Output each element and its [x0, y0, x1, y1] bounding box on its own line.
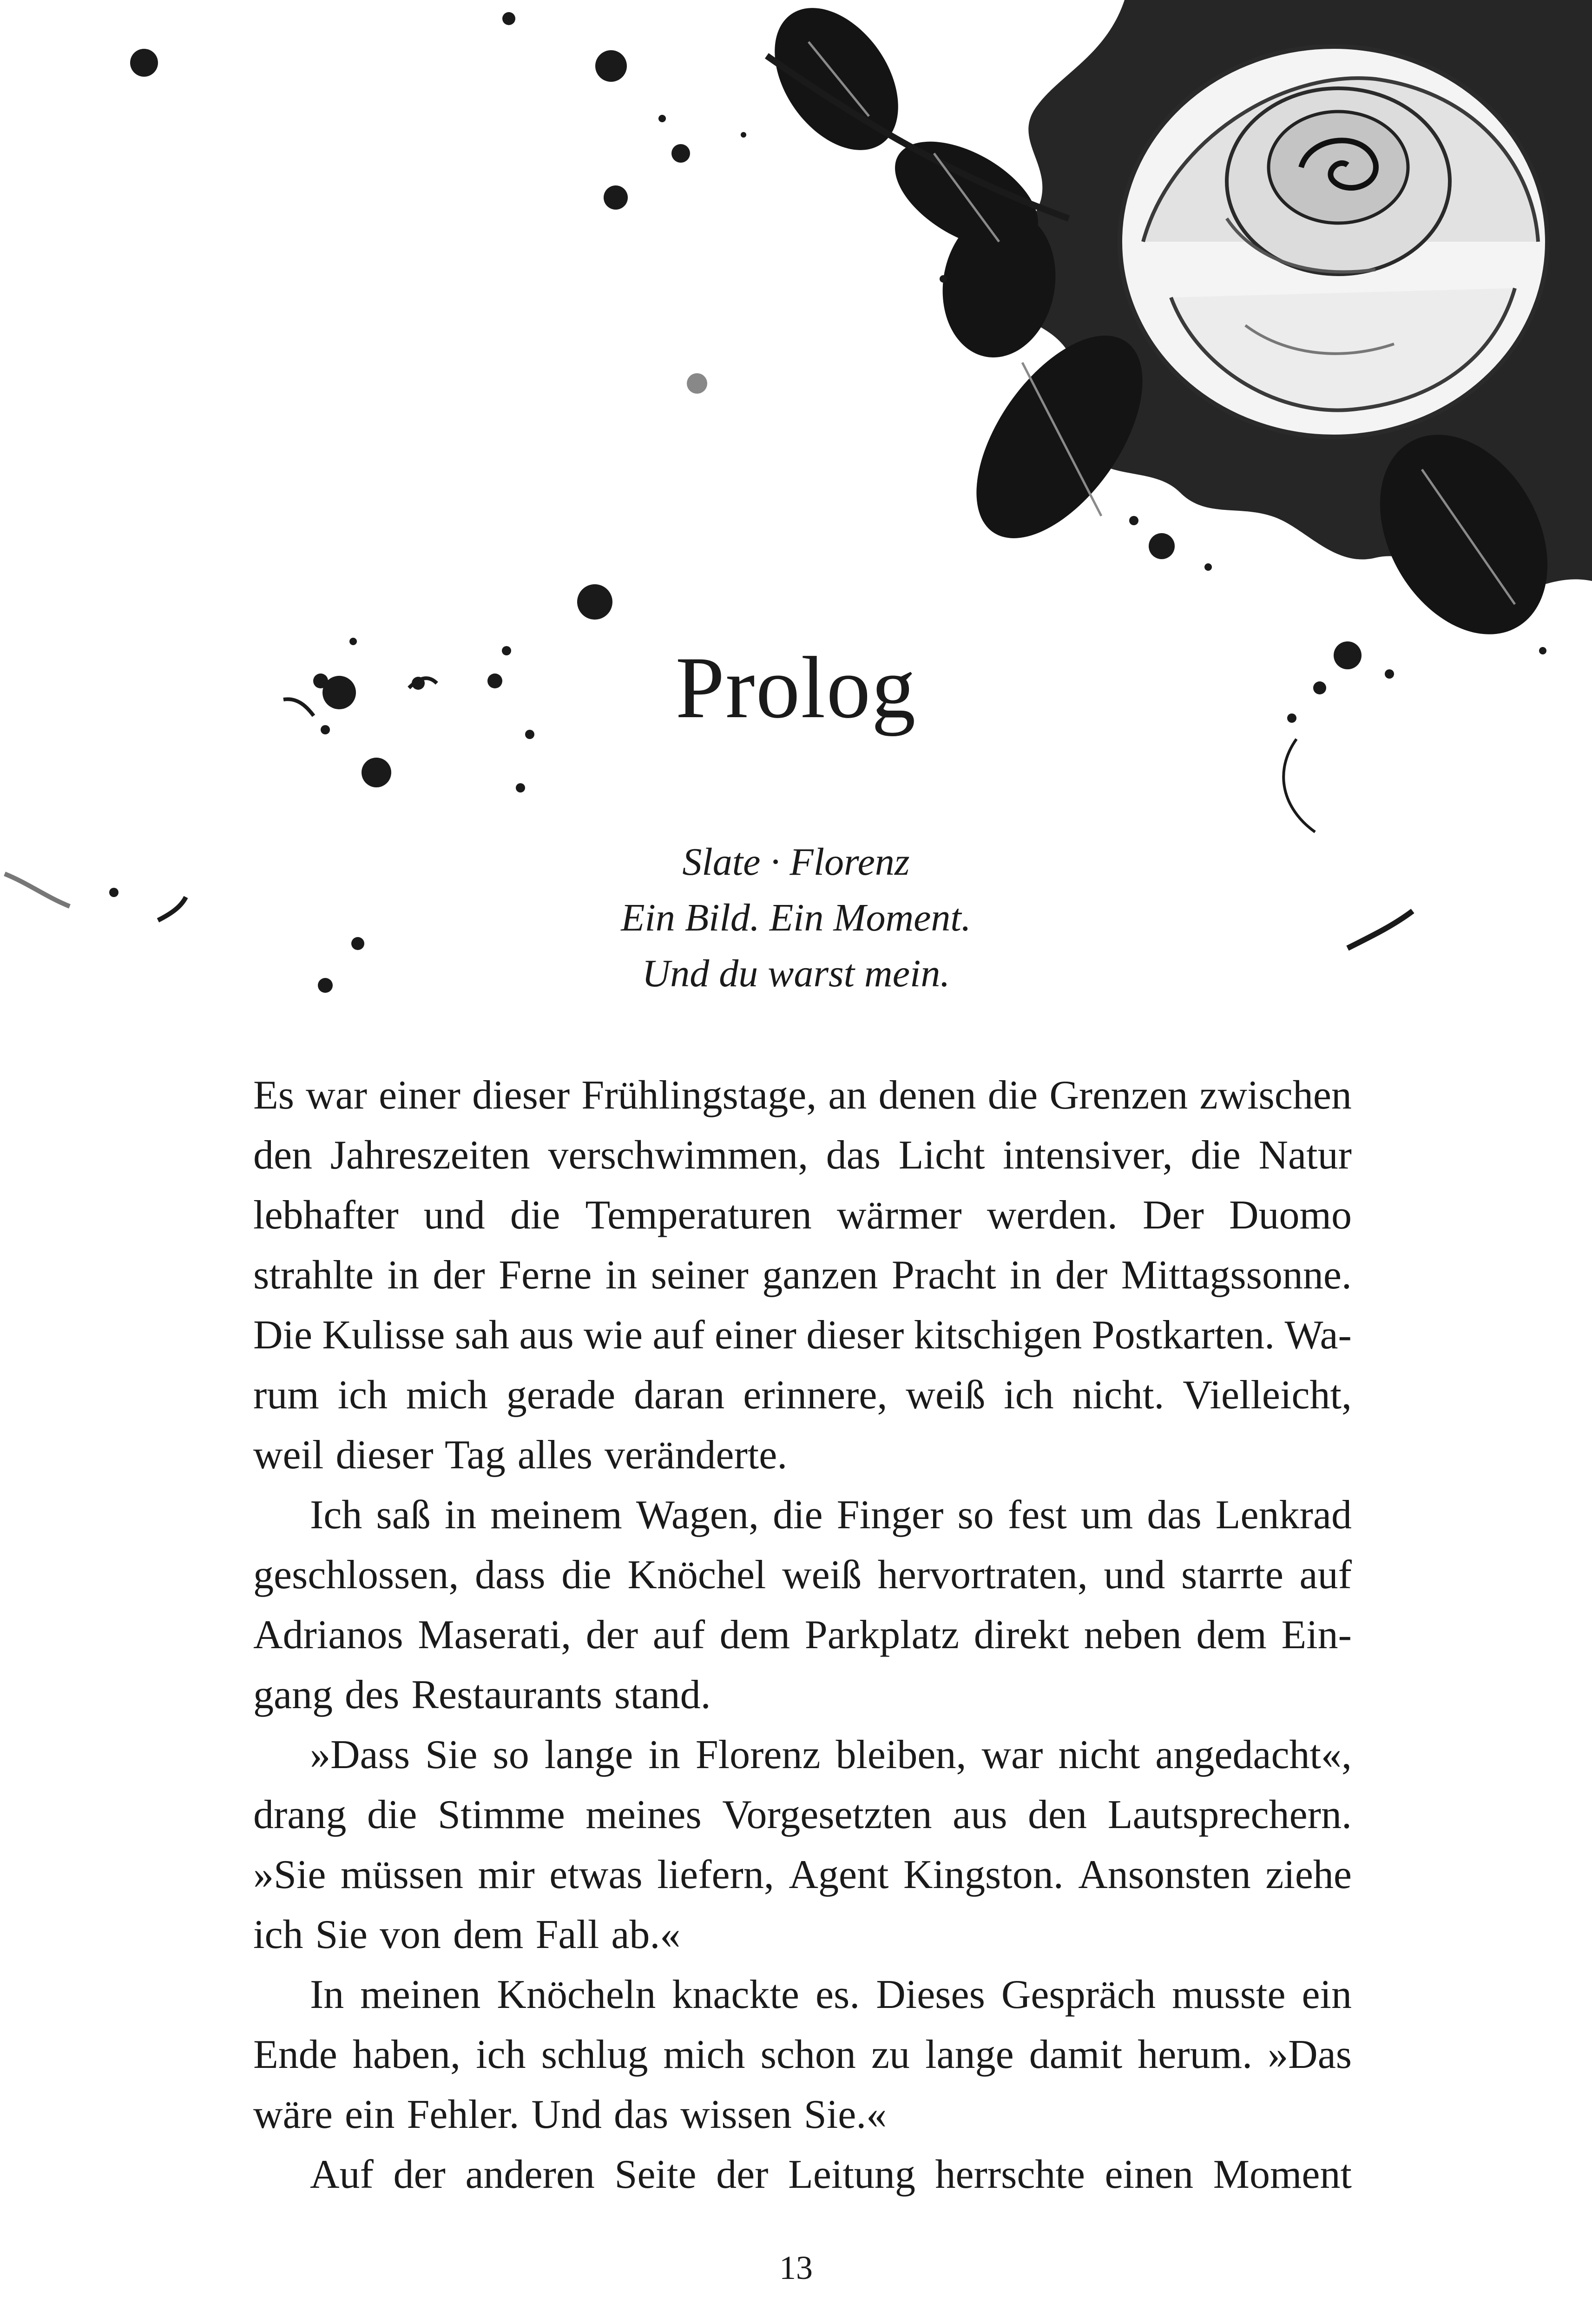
epigraph-line: Und du warst mein. — [642, 952, 950, 995]
body-text — [253, 1065, 1352, 2205]
text-line: Auf der anderen Seite der Leitung herrschte einen Moment — [310, 2152, 1352, 2197]
text-line: »Sie müssen mir etwas liefern, Agent Kingston. Ansonsten ziehe — [253, 1852, 1352, 1897]
text-line: lebhafter und die Temperaturen wärmer werden. Der Duomo — [253, 1193, 1352, 1238]
text-line: den Jahreszeiten verschwimmen, das Licht intensiver, die Natur — [253, 1133, 1352, 1178]
text-line: wäre ein Fehler. Und das wissen Sie.« — [253, 2092, 887, 2137]
text-line: Es war einer dieser Frühlingstage, an denen die Grenzen zwischen — [253, 1073, 1352, 1118]
text-line: strahlte in der Ferne in seiner ganzen Pracht in der Mittagssonne. — [253, 1253, 1352, 1298]
text-line: Ich saß in meinem Wagen, die Finger so fest um das Lenkrad — [310, 1492, 1352, 1538]
text-line: rum ich mich gerade daran erinnere, weiß ich nicht. Vielleicht, — [253, 1373, 1352, 1418]
text-line: gang des Restaurants stand. — [253, 1672, 711, 1717]
text-line: Adrianos Maserati, der auf dem Parkplatz direkt neben dem Ein- — [253, 1612, 1352, 1657]
epigraph-location: Slate · Florenz — [682, 840, 910, 884]
rose-bloom — [1120, 46, 1547, 437]
text-line: Ende haben, ich schlug mich schon zu lange damit herum. »Das — [253, 2032, 1352, 2077]
chapter-epigraph — [0, 834, 1592, 1002]
paragraph — [253, 1725, 1352, 1965]
text-line: ich Sie von dem Fall ab.« — [253, 1912, 681, 1957]
paragraph — [253, 2145, 1352, 2205]
text-line: weil dieser Tag alles veränderte. — [253, 1433, 788, 1478]
text-line: drang die Stimme meines Vorgesetzten aus den Lautsprechern. — [253, 1792, 1352, 1837]
epigraph-line: Ein Bild. Ein Moment. — [621, 896, 971, 939]
text-line: geschlossen, dass die Knöchel weiß hervortraten, und starrte auf — [253, 1552, 1352, 1598]
paragraph — [253, 1065, 1352, 1485]
chapter-title: Prolog — [675, 639, 917, 737]
text-line: Die Kulisse sah aus wie auf einer dieser kitschigen Postkarten. Wa- — [253, 1313, 1352, 1358]
paragraph — [253, 1485, 1352, 1725]
paragraph — [253, 1965, 1352, 2145]
text-line: »Dass Sie so lange in Florenz bleiben, war nicht angedacht«, — [310, 1732, 1352, 1777]
text-line: In meinen Knöcheln knackte es. Dieses Gespräch musste ein — [310, 1972, 1352, 2017]
page-number: 13 — [779, 2249, 813, 2286]
